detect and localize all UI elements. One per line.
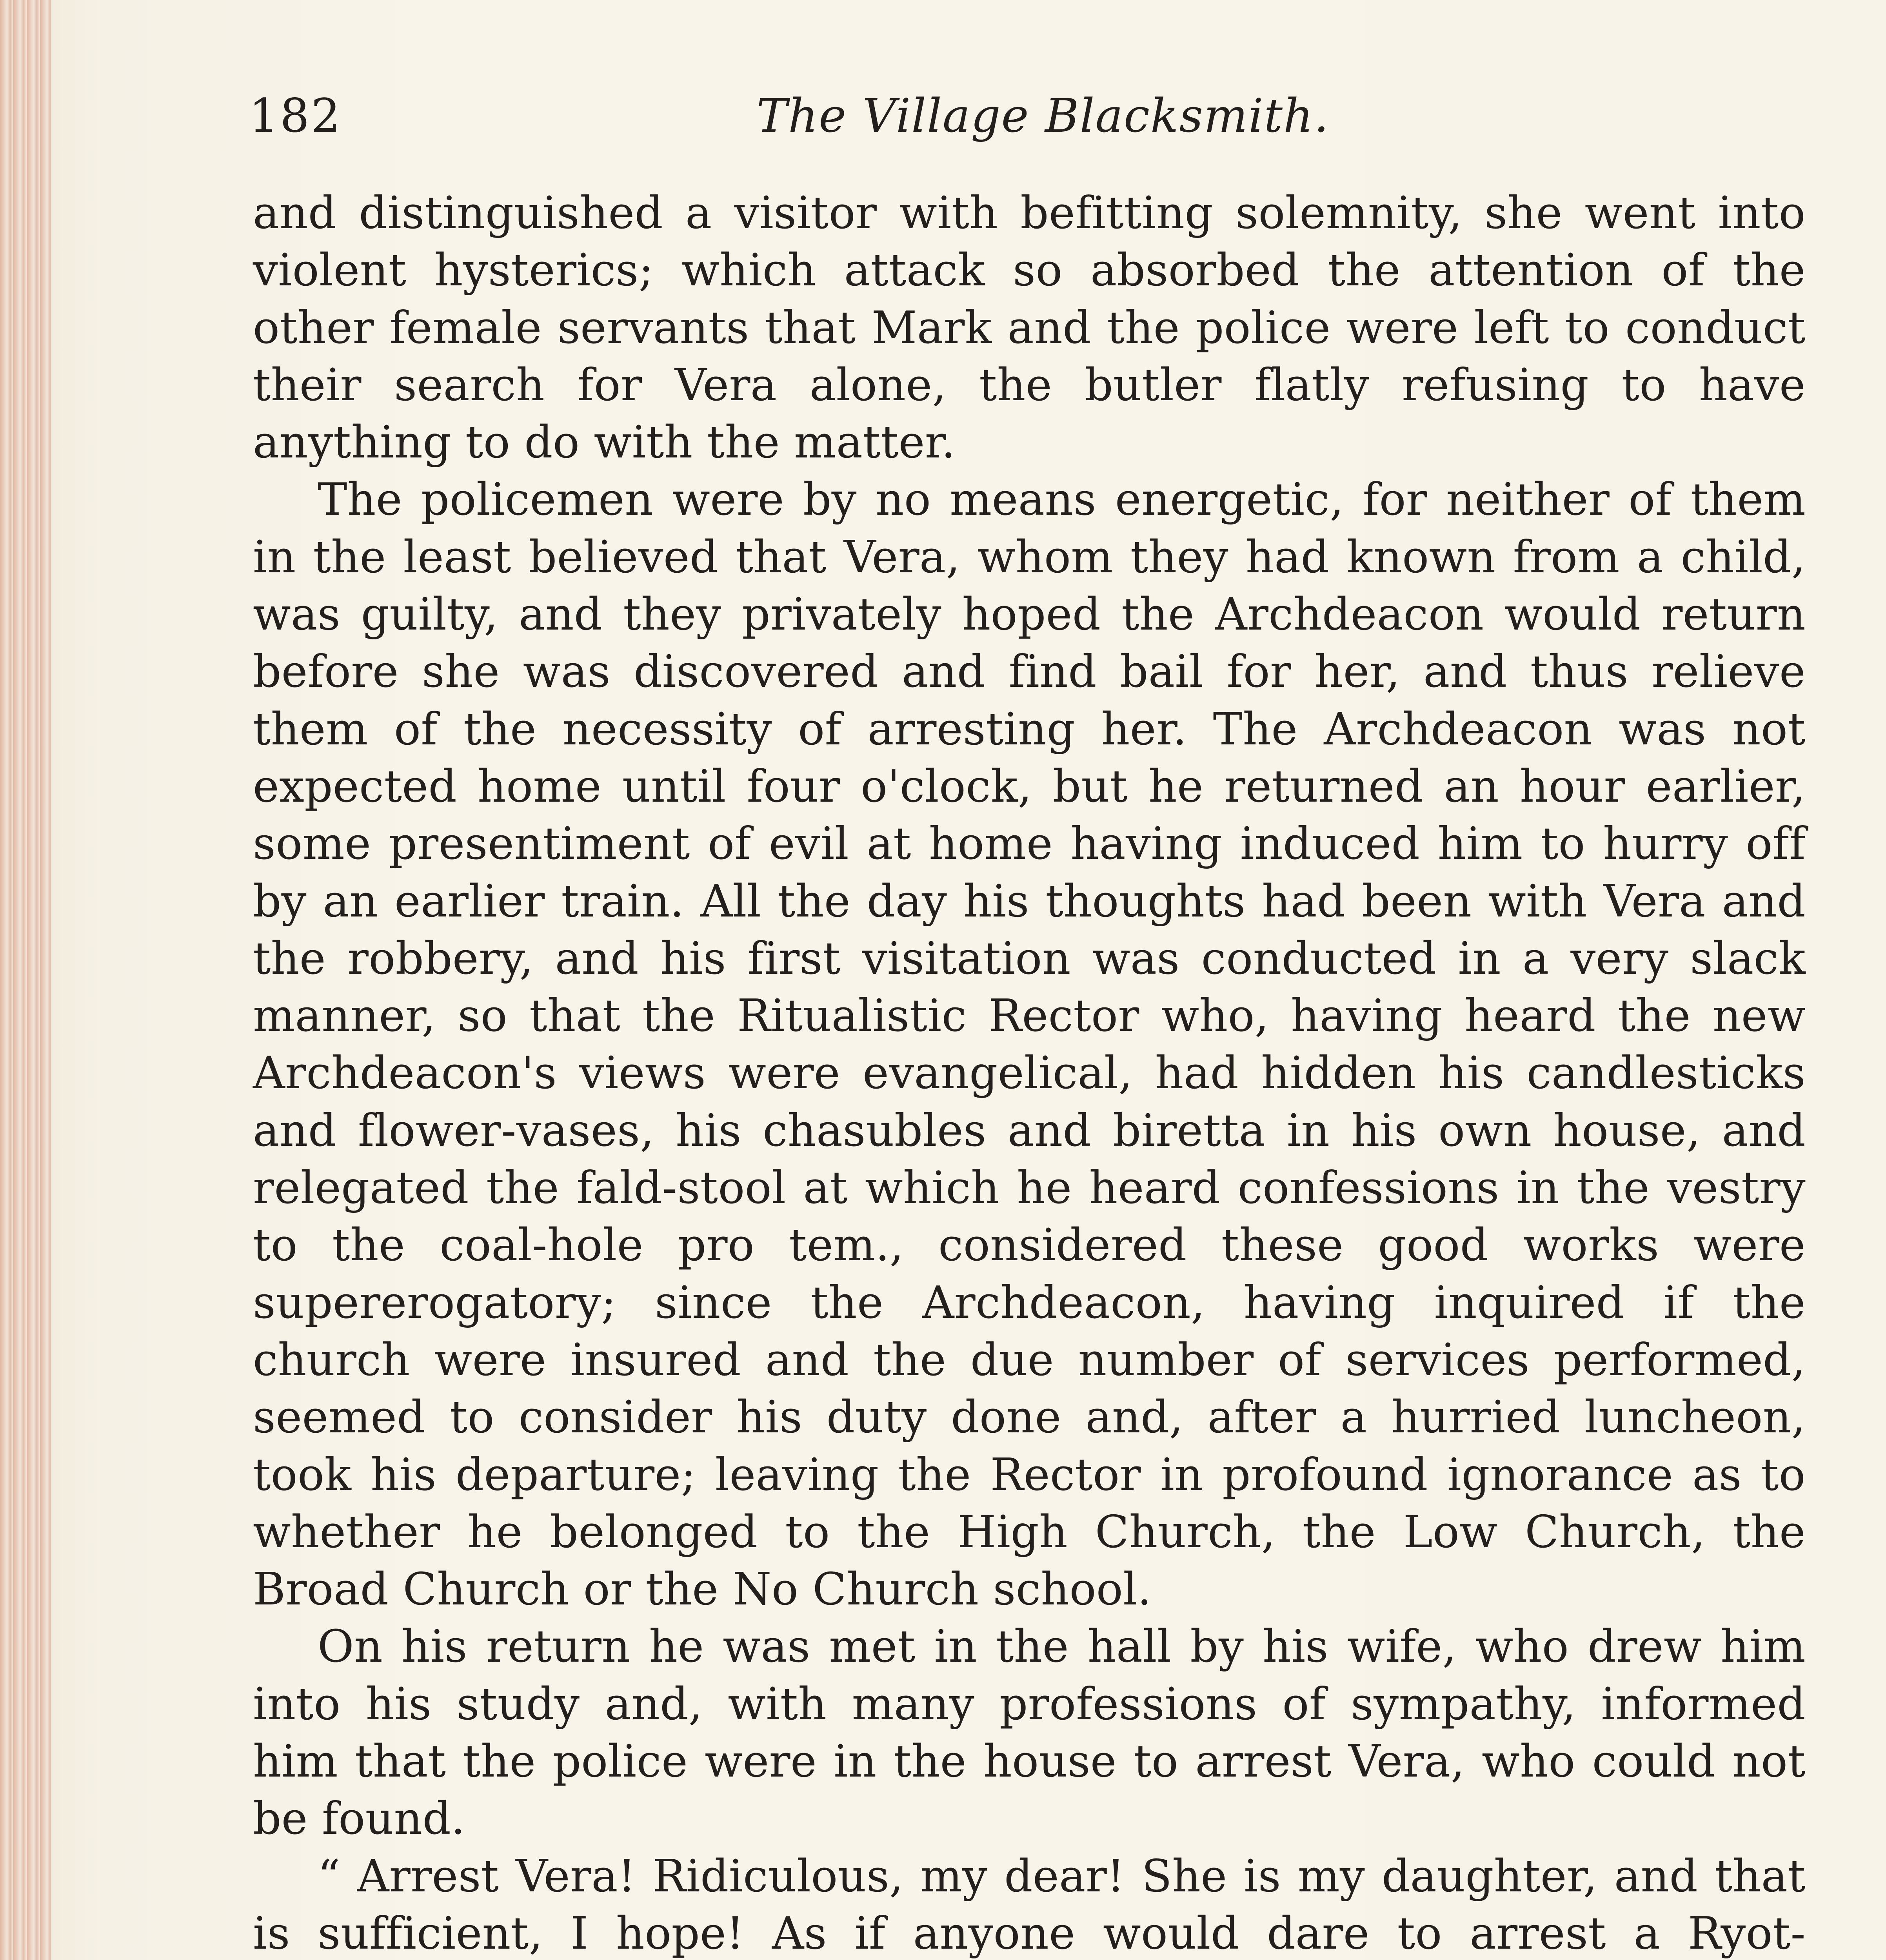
paragraph: “ Arrest Vera! Ridiculous, my dear! She is my daughter, and that is sufficient, I hope! As if anyone would dare to arrest a Ryot- <box>253 1850 1806 1959</box>
running-title: The Village Blacksmith. <box>756 89 1330 143</box>
running-head <box>249 84 1837 147</box>
paragraph: On his return he was met in the hall by his wife, who drew him into his study and, with many professions of sympathy, informed him that the police were in the house to arrest Vera, who could not be found. <box>253 1621 1806 1845</box>
paragraph: The policemen were by no means energetic, for neither of them in the least believed that Vera, whom they had known from a child, was guilty, and they privately hoped the Archdeacon would return before she was discovered and find bail for her, and thus relieve them of the necessity of arresting her. The Archdeacon was not expected home until four o'clock, but he returned an hour earlier, some presentiment of evil at home having induced him to hurry off by an earlier train. All the day his thoughts had been with Vera and the robbery, and his first visitation was conducted in a very slack manner, so that the Ritualistic Rector who, having heard the new Archdeacon's views were evangelical, had hidden his candlesticks and flower-vases, his chasubles and biretta in his own house, and relegated the fald-stool at which he heard confessions in the vestry to the coal-hole pro tem., considered these good works were supererogatory; since the Archdeacon, having inquired if the church were insured and the due number of services performed, seemed to consider his duty done and, after a hurried luncheon, took his departure; leaving the Rector in profound ignorance as to whether he belonged to the High Church, the Low Church, the Broad Church or the No Church school. <box>253 474 1806 1615</box>
paragraph: and distinguished a visitor with befitting solemnity, she went into violent hysterics; which attack so absorbed the attention of the other female servants that Mark and the police were left to conduct their search for Vera alone, the butler flatly refusing to have anything to do with the matter. <box>253 187 1806 468</box>
page-number: 182 <box>249 89 342 143</box>
body-text <box>253 184 1806 1960</box>
page-edge <box>0 0 51 1960</box>
